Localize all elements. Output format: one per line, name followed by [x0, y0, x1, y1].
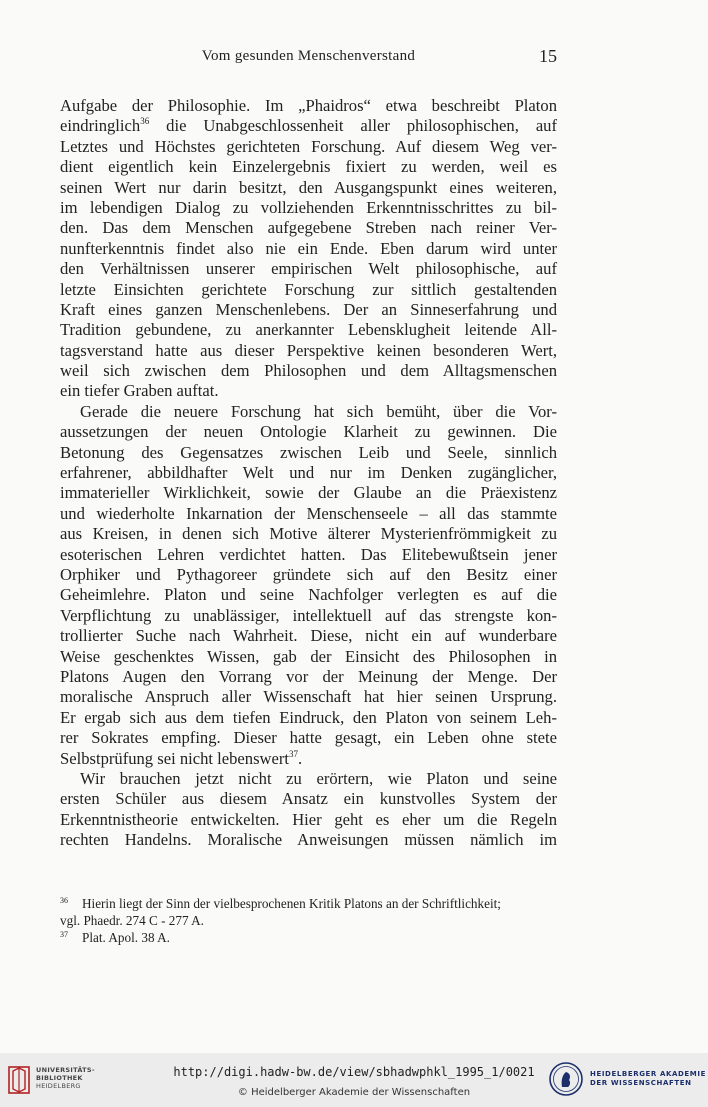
body-text — [60, 96, 557, 850]
text-line: Aufgabe der Philosophie. Im „Phaidros“ etwa beschreibt Platon — [60, 96, 557, 115]
text-line: Geheimlehre. Platon und seine Nachfolger verlegten es auf die — [60, 585, 557, 605]
text-line: letzte Einsichten gerichtete Forschung zur sittlich gestaltenden — [60, 279, 557, 299]
text-line: ein tiefer Graben auftat. — [60, 381, 219, 401]
text-line: Verpflichtung zu unablässiger, intellektuell auf das strengste kon- — [60, 605, 557, 625]
text-line: und wiederholte Inkarnation der Menschenseele – all das stammte — [60, 503, 557, 523]
viewer-footer — [0, 1053, 708, 1107]
text-line: weil sich zwischen dem Philosophen und dem Alltagsmenschen — [60, 361, 557, 381]
text-line: Gerade die neuere Forschung hat sich bemüht, über die Vor- — [80, 401, 557, 421]
text-line: nunfterkenntnis findet also nie ein Ende. Eben darum wird unter — [60, 238, 557, 258]
text-line: tagsverstand hatte aus dieser Perspektive keinen besonderen Wert, — [60, 340, 557, 360]
running-title: Vom gesunden Menschenverstand — [201, 48, 416, 64]
university-library-name: UNIVERSITÄTS- BIBLIOTHEK HEIDELBERG — [36, 1066, 95, 1090]
text-line: immaterieller Wirklichkeit, sowie der Glaube an die Präexistenz — [60, 483, 557, 503]
text-line: Weise geschenktes Wissen, gab der Einsicht des Philosophen in — [60, 646, 557, 666]
text-line: Selbstprüfung sei nicht lebenswert$^{37}$. — [60, 748, 303, 768]
academy-name: HEIDELBERGER AKADEMIE DER WISSENSCHAFTEN — [590, 1070, 706, 1087]
running-head — [60, 48, 557, 70]
text-line: im lebendigen Dialog zu vollziehenden Erkenntnisschrittes zu bil- — [60, 197, 557, 217]
text-line: Wir brauchen jetzt nicht zu erörtern, wie Platon und seine — [80, 768, 557, 788]
text-line: Kraft eines ganzen Menschenlebens. Der an Sinneserfahrung und — [60, 299, 557, 319]
footnote: 36 Hierin liegt der Sinn der vielbesprochenen Kritik Platons an der Schriftlichkeit; — [60, 896, 501, 911]
text-line: moralische Anspruch aller Wissenschaft hat hier seinen Ursprung. — [60, 687, 557, 707]
footnote-ref[interactable]: 37 — [289, 748, 299, 759]
text-line: erfahrener, abbildhafter Welt und nur im Denken zugänglicher, — [60, 463, 557, 483]
academy-seal-icon — [548, 1061, 584, 1097]
text-line: Orphiker und Pythagoreer gründete sich auf den Besitz einer — [60, 564, 557, 584]
text-line: ersten Schüler aus diesem Ansatz ein kunstvolles System der — [60, 789, 557, 809]
footnote: 37 Plat. Apol. 38 A. — [60, 930, 170, 945]
text-line: trollierter Suche nach Wahrheit. Diese, nicht ein auf wunderbare — [60, 626, 557, 646]
footnotes — [60, 895, 557, 946]
text-line: esoterischen Lehren verdichtet hatten. Das Elitebewußtsein jener — [60, 544, 557, 564]
text-line: rer Sokrates empfing. Dieser hatte gesagt, ein Leben ohne stete — [60, 728, 557, 748]
page-number: 15 — [539, 46, 557, 66]
text-line: Erkenntnistheorie entwickelten. Hier geht es eher um die Regeln — [60, 809, 557, 829]
copyright-notice: © Heidelberger Akademie der Wissenschaften — [237, 1087, 471, 1098]
text-line: rechten Handelns. Moralische Anweisungen müssen nämlich im — [60, 830, 557, 850]
text-line: Letztes und Höchstes gerichteten Forschung. Auf diesem Weg ver- — [60, 136, 557, 156]
text-line: aus Kreisen, in denen sich Motive älterer Mysterienfrömmigkeit zu — [60, 524, 557, 544]
text-line: den Verhältnissen unserer empirischen Welt philosophische, auf — [60, 259, 557, 279]
text-line: Er ergab sich aus dem tiefen Eindruck, den Platon von seinem Leh- — [60, 707, 557, 727]
text-line: Tradition gebundene, zu anerkannter Lebensklugheit leitende All- — [60, 320, 557, 340]
footnote-ref[interactable]: 36 — [140, 116, 150, 127]
text-line: Betonung des Gegensatzes zwischen Leib und Seele, sinnlich — [60, 442, 557, 462]
permalink-url[interactable]: http://digi.hadw-bw.de/view/sbhadwphkl_1995_1/0021 — [173, 1065, 535, 1079]
text-line: den. Das dem Menschen aufgegebene Streben nach reiner Ver- — [60, 218, 557, 238]
text-line: eindringlich$^{36}$ die Unabgeschlossenheit aller philosophischen, auf — [60, 116, 558, 136]
text-line: aussetzungen der neuen Ontologie Klarheit zu gewinnen. Die — [60, 422, 557, 442]
text-line: Platons Augen den Vorrang vor der Meinung der Menge. Der — [60, 666, 557, 686]
text-line: seinen Wert nur darin besitzt, den Ausgangspunkt eines weiteren, — [60, 177, 557, 197]
text-line: dient eigentlich kein Einzelergebnis fixiert zu werden, weil es — [60, 157, 557, 177]
footnote-continuation: vgl. Phaedr. 274 C - 277 A. — [60, 913, 204, 928]
